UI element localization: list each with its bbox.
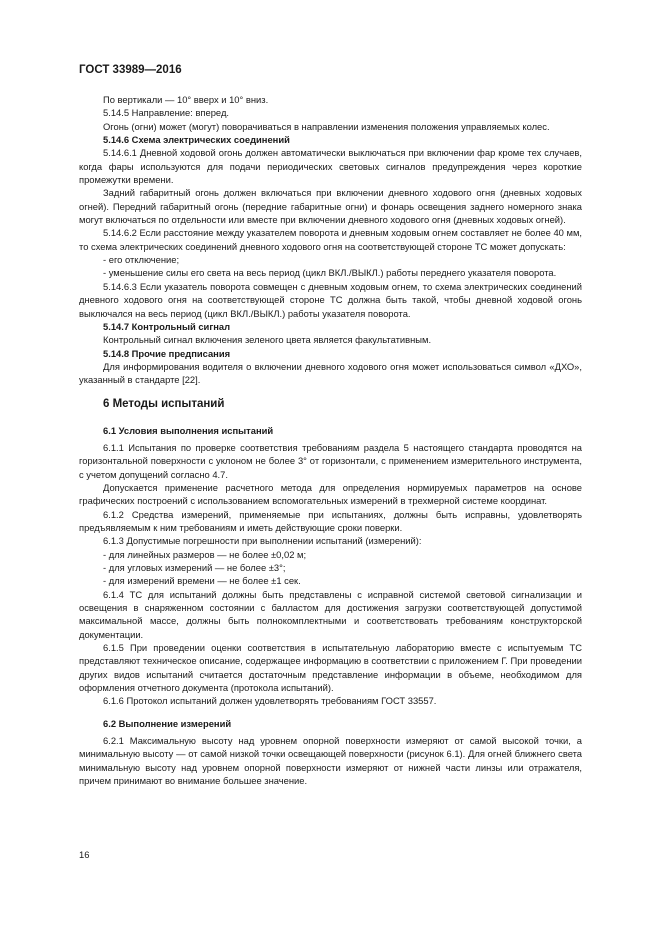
list-item: - для угловых измерений — не более ±3°; xyxy=(103,562,286,573)
paragraph: Задний габаритный огонь должен включаться при включении дневного ходового огня (дневных ходовых огней). Передний габаритный огонь (передние габаритные огни) и фонарь освещения заднего номерного знака могут включаться по отдельности или вместе при включении дневного ходового огня (дневных ходовых огней). xyxy=(79,187,582,226)
paragraph: Огонь (огни) может (могут) поворачиваться в направлении изменения положения управляемых колес. xyxy=(103,120,550,132)
subsection-heading: 5.14.6 Схема электрических соединений xyxy=(103,134,290,146)
paragraph: 6.1.2 Средства измерений, применяемые при испытаниях, должны быть исправны, удовлетворять предъявляемым к ним требованиям и иметь действующие сроки поверки. xyxy=(79,508,582,533)
paragraph: 6.1.5 При проведении оценки соответствия в испытательную лабораторию вместе с испытуемым ТС представляют техническое описание, содержащее информацию в соответствии с приложением Г. При проведении других видов испытаний считается достаточным представление информации в объеме, необходимом для оформления отчетного документа (протокола испытаний). xyxy=(79,642,582,694)
subsection-heading: 6.1 Условия выполнения испытаний xyxy=(103,424,274,436)
paragraph: 5.14.6.3 Если указатель поворота совмещен с дневным ходовым огнем, то схема электрических соединений дневного ходового огня на соответствующей стороне ТС должна быть такой, чтобы дневной ходовой огонь выключался на весь период (цикл ВКЛ./ВЫКЛ.) работы указателя поворота. xyxy=(79,280,582,319)
list-item: - уменьшение силы его света на весь период (цикл ВКЛ./ВЫКЛ.) работы переднего указателя поворота. xyxy=(103,267,557,279)
paragraph: 6.1.1 Испытания по проверке соответствия требованиям раздела 5 настоящего стандарта проводятся на горизонтальной поверхности с уклоном не более 3° от горизонтали, с применением измерительного инструмента, с учетом допущений согласно 4.7. xyxy=(79,441,582,480)
page-content xyxy=(79,93,582,788)
subsection-heading: 5.14.7 Контрольный сигнал xyxy=(103,320,231,332)
paragraph: 5.14.6.1 Дневной ходовой огонь должен автоматически выключаться при включении фар кроме тех случаев, когда фары используются для подачи периодических световых сигналов предупреждения через короткие промежутки времени. xyxy=(79,147,582,186)
list-item: - для измерений времени — не более ±1 сек. xyxy=(103,575,301,587)
paragraph: Контрольный сигнал включения зеленого цвета является факультативным. xyxy=(103,334,432,346)
paragraph: 6.2.1 Максимальную высоту над уровнем опорной поверхности измеряют от самой высокой точки, а минимальную высоту — от самой низкой точки освещающей поверхности (рисунок 6.1). Для огней ближнего света минимальную высоту над уровнем опорной поверхности измеряют от нижней части линзы или отражателя, причем принимают во внимание большее значение. xyxy=(79,735,582,787)
list-item: - его отключение; xyxy=(103,254,180,266)
paragraph: 5.14.5 Направление: вперед. xyxy=(103,107,230,119)
document-header: ГОСТ 33989—2016 xyxy=(79,64,182,76)
paragraph: Для информирования водителя о включении дневного ходового огня может использоваться символ «ДХО», указанный в стандарте [22]. xyxy=(79,360,582,386)
paragraph: По вертикали — 10° вверх и 10° вниз. xyxy=(103,94,269,105)
paragraph: 6.1.4 ТС для испытаний должны быть представлены с исправной системой световой сигнализации и освещения в снаряженном состоянии с балластом для достижения загрузки соответствующей допустимой максимальной массе, должны быть полнокомплектными и соответствовать требованиям конструкторской документации. xyxy=(79,588,582,640)
list-item: - для линейных размеров — не более ±0,02 м; xyxy=(103,548,307,560)
paragraph: Допускается применение расчетного метода для определения нормируемых параметров на основе графических построений с использованием вспомогательных измерений в трехмерной системе координат. xyxy=(79,481,582,507)
subsection-heading: 6.2 Выполнение измерений xyxy=(103,717,232,729)
paragraph: 6.1.3 Допустимые погрешности при выполнении испытаний (измерений): xyxy=(103,535,422,547)
section-heading: 6 Методы испытаний xyxy=(103,397,225,410)
paragraph: 5.14.6.2 Если расстояние между указателем поворота и дневным ходовым огнем составляет не более 40 мм, то схема электрических соединений дневного ходового огня на соответствующей стороне ТС может допускать: xyxy=(79,227,582,252)
subsection-heading: 5.14.8 Прочие предписания xyxy=(103,347,231,359)
paragraph: 6.1.6 Протокол испытаний должен удовлетворять требованиям ГОСТ 33557. xyxy=(103,695,437,707)
page-number: 16 xyxy=(79,849,90,860)
